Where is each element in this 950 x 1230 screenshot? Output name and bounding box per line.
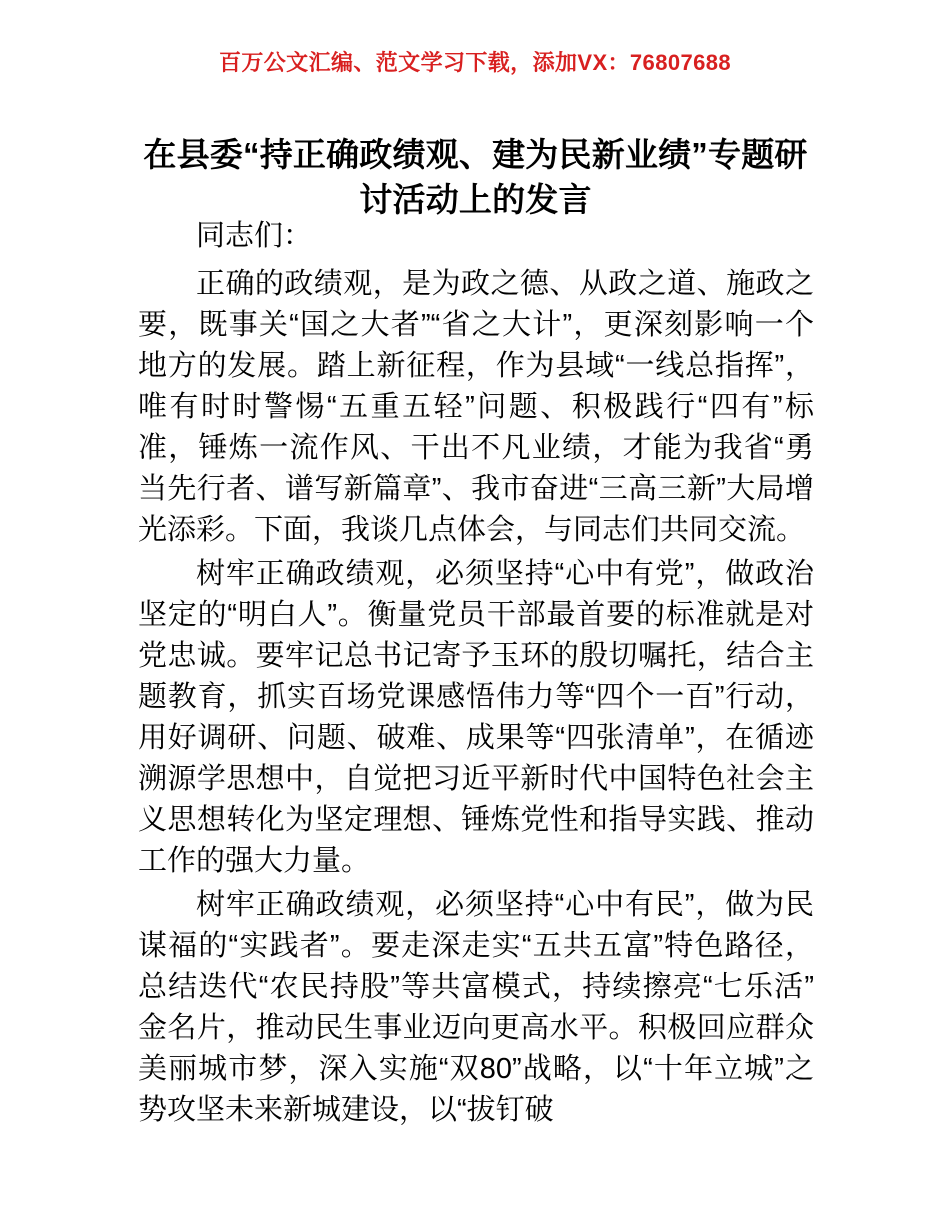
document-title: 在县委“持正确政绩观、建为民新业绩”专题研讨活动上的发言 [143, 136, 808, 219]
body-paragraph-2: 树牢正确政绩观，必须坚持“心中有党”，做政治坚定的“明白人”。衡量党员干部最首要的标准就是对党忠诚。要牢记总书记寄予玉环的殷切嘱托，结合主题教育，抓实百场党课感悟伟力等“四个一百”行动，用好调研、问题、破难、成果等“四张清单”，在循迹溯源学思想中，自觉把习近平新时代中国特色社会主义思想转化为坚定理想、锤炼党性和指导实践、推动工作的强大力量。 [138, 558, 814, 877]
body-paragraph-3: 树牢正确政绩观，必须坚持“心中有民”，做为民谋福的“实践者”。要走深走实“五共五富”特色路径，总结迭代“农民持股”等共富模式，持续擦亮“七乐活”金名片，推动民生事业迈向更高水平。积极回应群众美丽城市梦，深入实施“双80”战略，以“十年立城”之势攻坚未来新城建设，以“拔钉破 [138, 889, 814, 1126]
promo-banner [0, 52, 950, 74]
body-paragraph-1: 正确的政绩观，是为政之德、从政之道、施政之要，既事关“国之大者”“省之大计”，更深刻影响一个地方的发展。踏上新征程，作为县域“一线总指挥”，唯有时时警惕“五重五轻”问题、积极践行“四有”标准，锤炼一流作风、干出不凡业绩，才能为我省“勇当先行者、谱写新篇章”、我市奋进“三高三新”大局增光添彩。下面，我谈几点体会，与同志们共同交流。 [138, 268, 814, 546]
document-body [138, 216, 814, 1134]
promo-watermark-text: 百万公文汇编、范文学习下载，添加VX：76807688 [218, 50, 732, 75]
salutation-paragraph: 同志们： [196, 220, 313, 252]
